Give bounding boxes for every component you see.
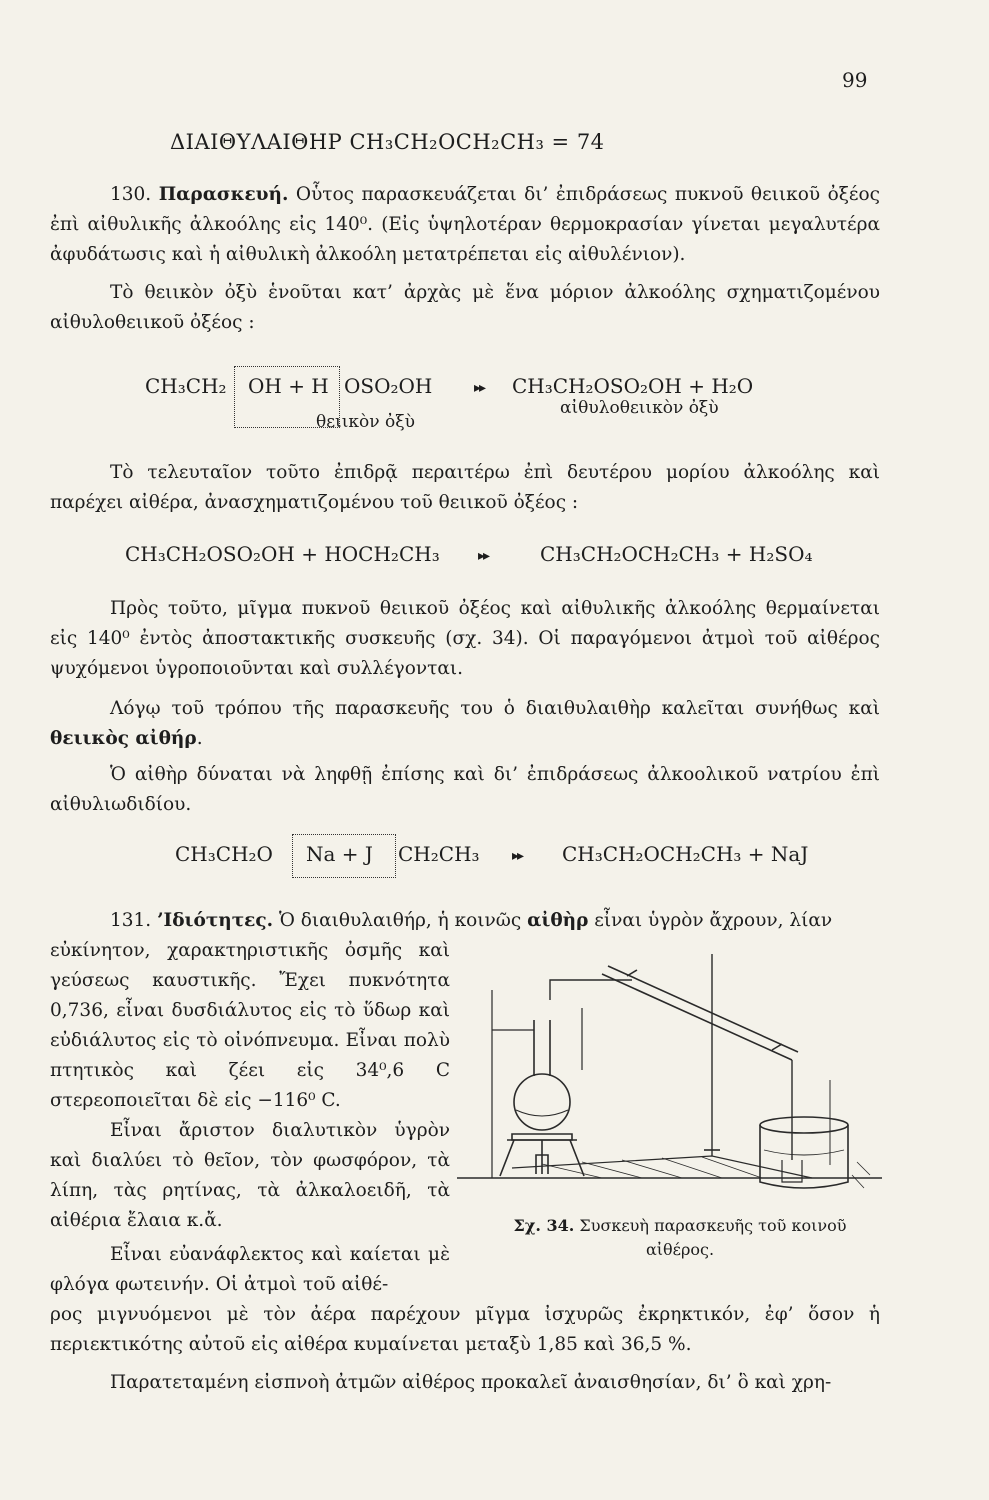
bold-term: θειικὸς αἰθήρ — [50, 728, 197, 749]
page-number: 99 — [842, 68, 868, 92]
eq1-right: CH₃CH₂OSO₂OH + H₂O — [512, 374, 754, 398]
paragraph-acid: Τὸ θειικὸν ὀξὺ ἑνοῦται κατ’ ἀρχὰς μὲ ἕνα μόριον ἀλκοόλης σχηματιζομένου αἰθυλοθειικοῦ ὀξέος : — [50, 282, 880, 333]
figure-label: Σχ. 34. — [513, 1216, 575, 1235]
paragraph-last: Τὸ τελευταῖον τοῦτο ἐπιδρᾷ περαιτέρω ἐπὶ δευτέρου μορίου ἀλκοόλης καὶ παρέχει αἰθέρα, ἀνασχηματιζομένου τοῦ θειικοῦ ὀξέος : — [50, 462, 880, 513]
eq1-box: OH + H — [248, 374, 329, 398]
caption-text: Συσκευὴ παρασκευῆς τοῦ κοινοῦ αἰθέρος. — [574, 1216, 847, 1259]
eq1-mid: OSO₂OH — [344, 374, 433, 398]
eq2-right: CH₃CH₂OCH₂CH₃ + H₂SO₄ — [540, 542, 813, 566]
section-number: 131. — [110, 910, 152, 931]
eq1-label-acid: θειικὸν ὀξὺ — [316, 412, 415, 432]
eq3-right: CH₃CH₂OCH₂CH₃ + NaJ — [562, 842, 809, 866]
paragraph-flame-end: ρος μιγνυόμενοι μὲ τὸν ἀέρα παρέχουν μῖγμα ἰσχυρῶς ἐκρηκτικόν, ἐφ’ ὅσον ἡ περιεκτικότης αὐτοῦ εἰς αἰθέρα κυμαίνεται μεταξὺ 1,85 καὶ 36,5 %. — [50, 1304, 880, 1355]
paragraph-reason — [50, 694, 880, 754]
paragraph-131 — [50, 906, 880, 936]
arrow-icon: ▸▸ — [512, 848, 523, 864]
eq1-left: CH₃CH₂ — [145, 374, 227, 398]
paragraph-text: . — [196, 728, 203, 749]
eq1-label-product: αἰθυλοθειικὸν ὀξὺ — [560, 398, 719, 418]
paragraph-text: Οὗτος παρασκευάζεται δι’ ἐπιδράσεως πυκνοῦ θειικοῦ ὀξέος ἐπὶ αἰθυλικῆς ἀλκοόλης εἰς 140⁰. (Εἰς ὑψηλοτέραν θερμοκρασίαν γίνεται μεγαλυτέρα ἀφυδάτωσις καὶ ἡ αἰθυλικὴ ἀλκοόλη μετατρέπεται εἰς αἰθυλένιον). — [50, 184, 880, 265]
paragraph-text: Ὁ διαιθυλαιθήρ, ἡ κοινῶς — [273, 910, 528, 931]
distillation-apparatus-figure — [452, 950, 892, 1205]
paragraph-130 — [50, 180, 880, 270]
section-number: 130. — [110, 184, 152, 205]
paragraph-flame-start: Εἶναι εὐανάφλεκτος καὶ καίεται μὲ φλόγα φωτεινήν. Οἱ ἀτμοὶ τοῦ αἰθέ- — [50, 1244, 450, 1295]
eq2-left: CH₃CH₂OSO₂OH + HOCH₂CH₃ — [125, 542, 440, 566]
paragraph-text: εἶναι ὑγρὸν ἄχρουν, λίαν — [588, 910, 833, 931]
arrow-icon: ▸▸ — [478, 548, 489, 564]
paragraph-text: Λόγῳ τοῦ τρόπου τῆς παρασκευῆς του ὁ διαιθυλαιθὴρ καλεῖται συνήθως καὶ — [110, 698, 880, 719]
eq3-box: Na + J — [306, 842, 373, 866]
paragraph-mix: Πρὸς τοῦτο, μῖγμα πυκνοῦ θειικοῦ ὀξέος καὶ αἰθυλικῆς ἀλκοόλης θερμαίνεται εἰς 140⁰ ἐντὸς ἀποστακτικῆς συσκευῆς (σχ. 34). Οἱ παραγόμενοι ἀτμοὶ τοῦ αἰθέρος ψυχόμενοι ὑγροποιοῦνται καὶ συλλέγονται. — [50, 598, 880, 679]
paragraph-sodium: Ὁ αἰθὴρ δύναται νὰ ληφθῇ ἐπίσης καὶ δι’ ἐπιδράσεως ἀλκοολικοῦ νατρίου ἐπὶ αἰθυλιωδιδίου. — [50, 764, 880, 815]
section-heading: ’Ιδιότητες. — [157, 910, 274, 931]
section-title: ΔΙΑΙΘΥΛΑΙΘΗΡ CH₃CH₂OCH₂CH₃ = 74 — [170, 130, 605, 154]
eq3-mid: CH₂CH₃ — [398, 842, 480, 866]
paragraph-131-continued: εὐκίνητον, χαρακτηριστικῆς ὀσμῆς καὶ γεύσεως καυστικῆς. Ἔχει πυκνότητα 0,736, εἶναι δυσδιάλυτος εἰς τὸ ὕδωρ καὶ εὐδιάλυτος εἰς τὸ οἰνόπνευμα. Εἶναι πολὺ πτητικὸς καὶ ζέει εἰς 34⁰,6 C στερεοποιεῖται δὲ εἰς −116⁰ C. — [50, 940, 450, 1111]
arrow-icon: ▸▸ — [474, 380, 485, 396]
section-heading: Παρασκευή. — [158, 184, 289, 205]
figure-caption — [480, 1214, 880, 1262]
paragraph-solvent: Εἶναι ἄριστον διαλυτικὸν ὑγρὸν καὶ διαλύει τὸ θεῖον, τὸν φωσφόρον, τὰ λίπη, τὰς ρητίνας, τὰ ἀλκαλοειδῆ, τὰ αἰθέρια ἔλαια κ.ἄ. — [50, 1120, 450, 1231]
paragraph-anesthesia: Παρατεταμένη εἰσπνοὴ ἀτμῶν αἰθέρος προκαλεῖ ἀναισθησίαν, δι’ ὃ καὶ χρη- — [110, 1372, 832, 1393]
bold-term: αἰθὴρ — [527, 910, 589, 931]
eq3-left: CH₃CH₂O — [175, 842, 273, 866]
